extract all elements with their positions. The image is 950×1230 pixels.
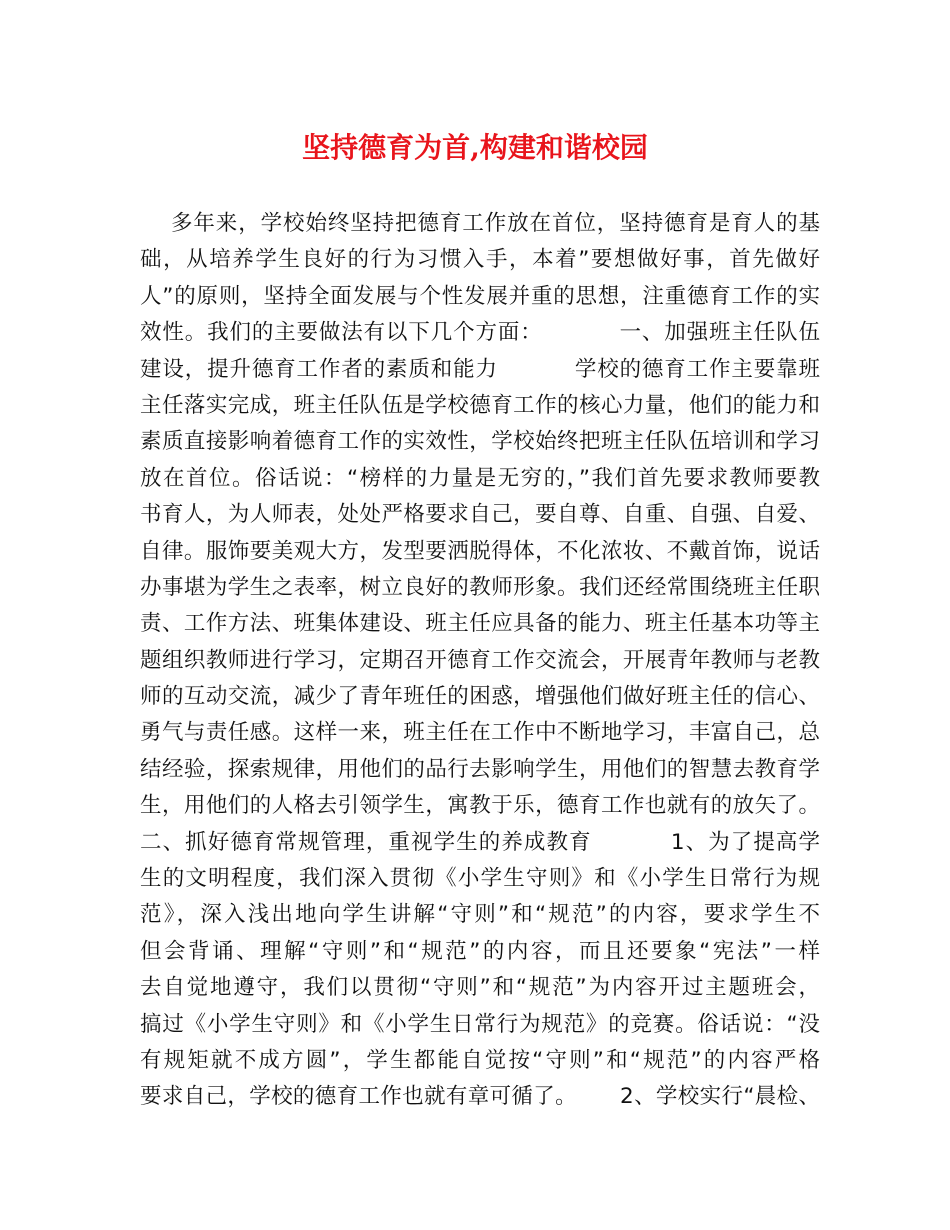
body-line: 有规矩就不成方圆”，学生都能自觉按“守则”和“规范”的内容严格 [140,1047,823,1073]
body-line: 要求自己，学校的德育工作也就有章可循了。 2、学校实行“晨检、 [140,1084,821,1110]
body-line: 人”的原则，坚持全面发展与个性发展并重的思想，注重德育工作的实 [140,283,821,309]
body-line: 范》，深入浅出地向学生讲解“守则”和“规范”的内容，要求学生不 [140,902,823,928]
body-line: 二、抓好德育常规管理，重视学生的养成教育 1、为了提高学 [140,829,822,855]
document-body [140,206,823,1116]
body-line: 生的文明程度，我们深入贯彻《小学生守则》和《小学生日常行为规 [140,866,822,892]
body-line: 办事堪为学生之表率，树立良好的教师形象。我们还经常围绕班主任职 [140,574,821,600]
body-line: 去自觉地遵守，我们以贯彻“守则”和“规范”为内容开过主题班会， [140,975,822,1001]
body-line: 效性。我们的主要做法有以下几个方面： 一、加强班主任队伍 [140,320,821,346]
body-line: 结经验，探索规律，用他们的品行去影响学生，用他们的智慧去教育学 [140,756,821,782]
body-line: 书育人，为人师表，处处严格要求自己，要自尊、自重、自强、自爱、 [140,502,821,528]
body-line: 但会背诵、理解“守则”和“规范”的内容，而且还要象“宪法”一样 [140,938,823,964]
body-line: 础，从培养学生良好的行为习惯入手，本着”要想做好事，首先做好 [140,247,822,273]
body-line: 题组织教师进行学习，定期召开德育工作交流会，开展青年教师与老教 [140,647,821,673]
body-line: 主任落实完成，班主任队伍是学校德育工作的核心力量，他们的能力和 [140,392,821,418]
body-line: 责、工作方法、班集体建设、班主任应具备的能力、班主任基本功等主 [140,611,821,637]
body-line: 建设，提升德育工作者的素质和能力 学校的德育工作主要靠班 [140,356,821,382]
body-line: 放在首位。俗话说：“榜样的力量是无穷的，”我们首先要求教师要教 [140,465,822,491]
body-line: 素质直接影响着德育工作的实效性，学校始终把班主任队伍培训和学习 [140,429,821,455]
body-line: 搞过《小学生守则》和《小学生日常行为规范》的竞赛。俗话说：“没 [140,1011,821,1037]
body-line: 师的互动交流，减少了青年班任的困惑，增强他们做好班主任的信心、 [140,684,821,710]
body-line: 生，用他们的人格去引领学生，寓教于乐，德育工作也就有的放矢了。 [140,793,821,819]
document-title: 坚持德育为首,构建和谐校园 [302,131,648,164]
body-line: 自律。服饰要美观大方，发型要洒脱得体，不化浓妆、不戴首饰，说话 [140,538,821,564]
body-line: 勇气与责任感。这样一来，班主任在工作中不断地学习，丰富自己，总 [140,720,821,746]
body-line: 多年来，学校始终坚持把德育工作放在首位，坚持德育是育人的基 [140,211,821,236]
